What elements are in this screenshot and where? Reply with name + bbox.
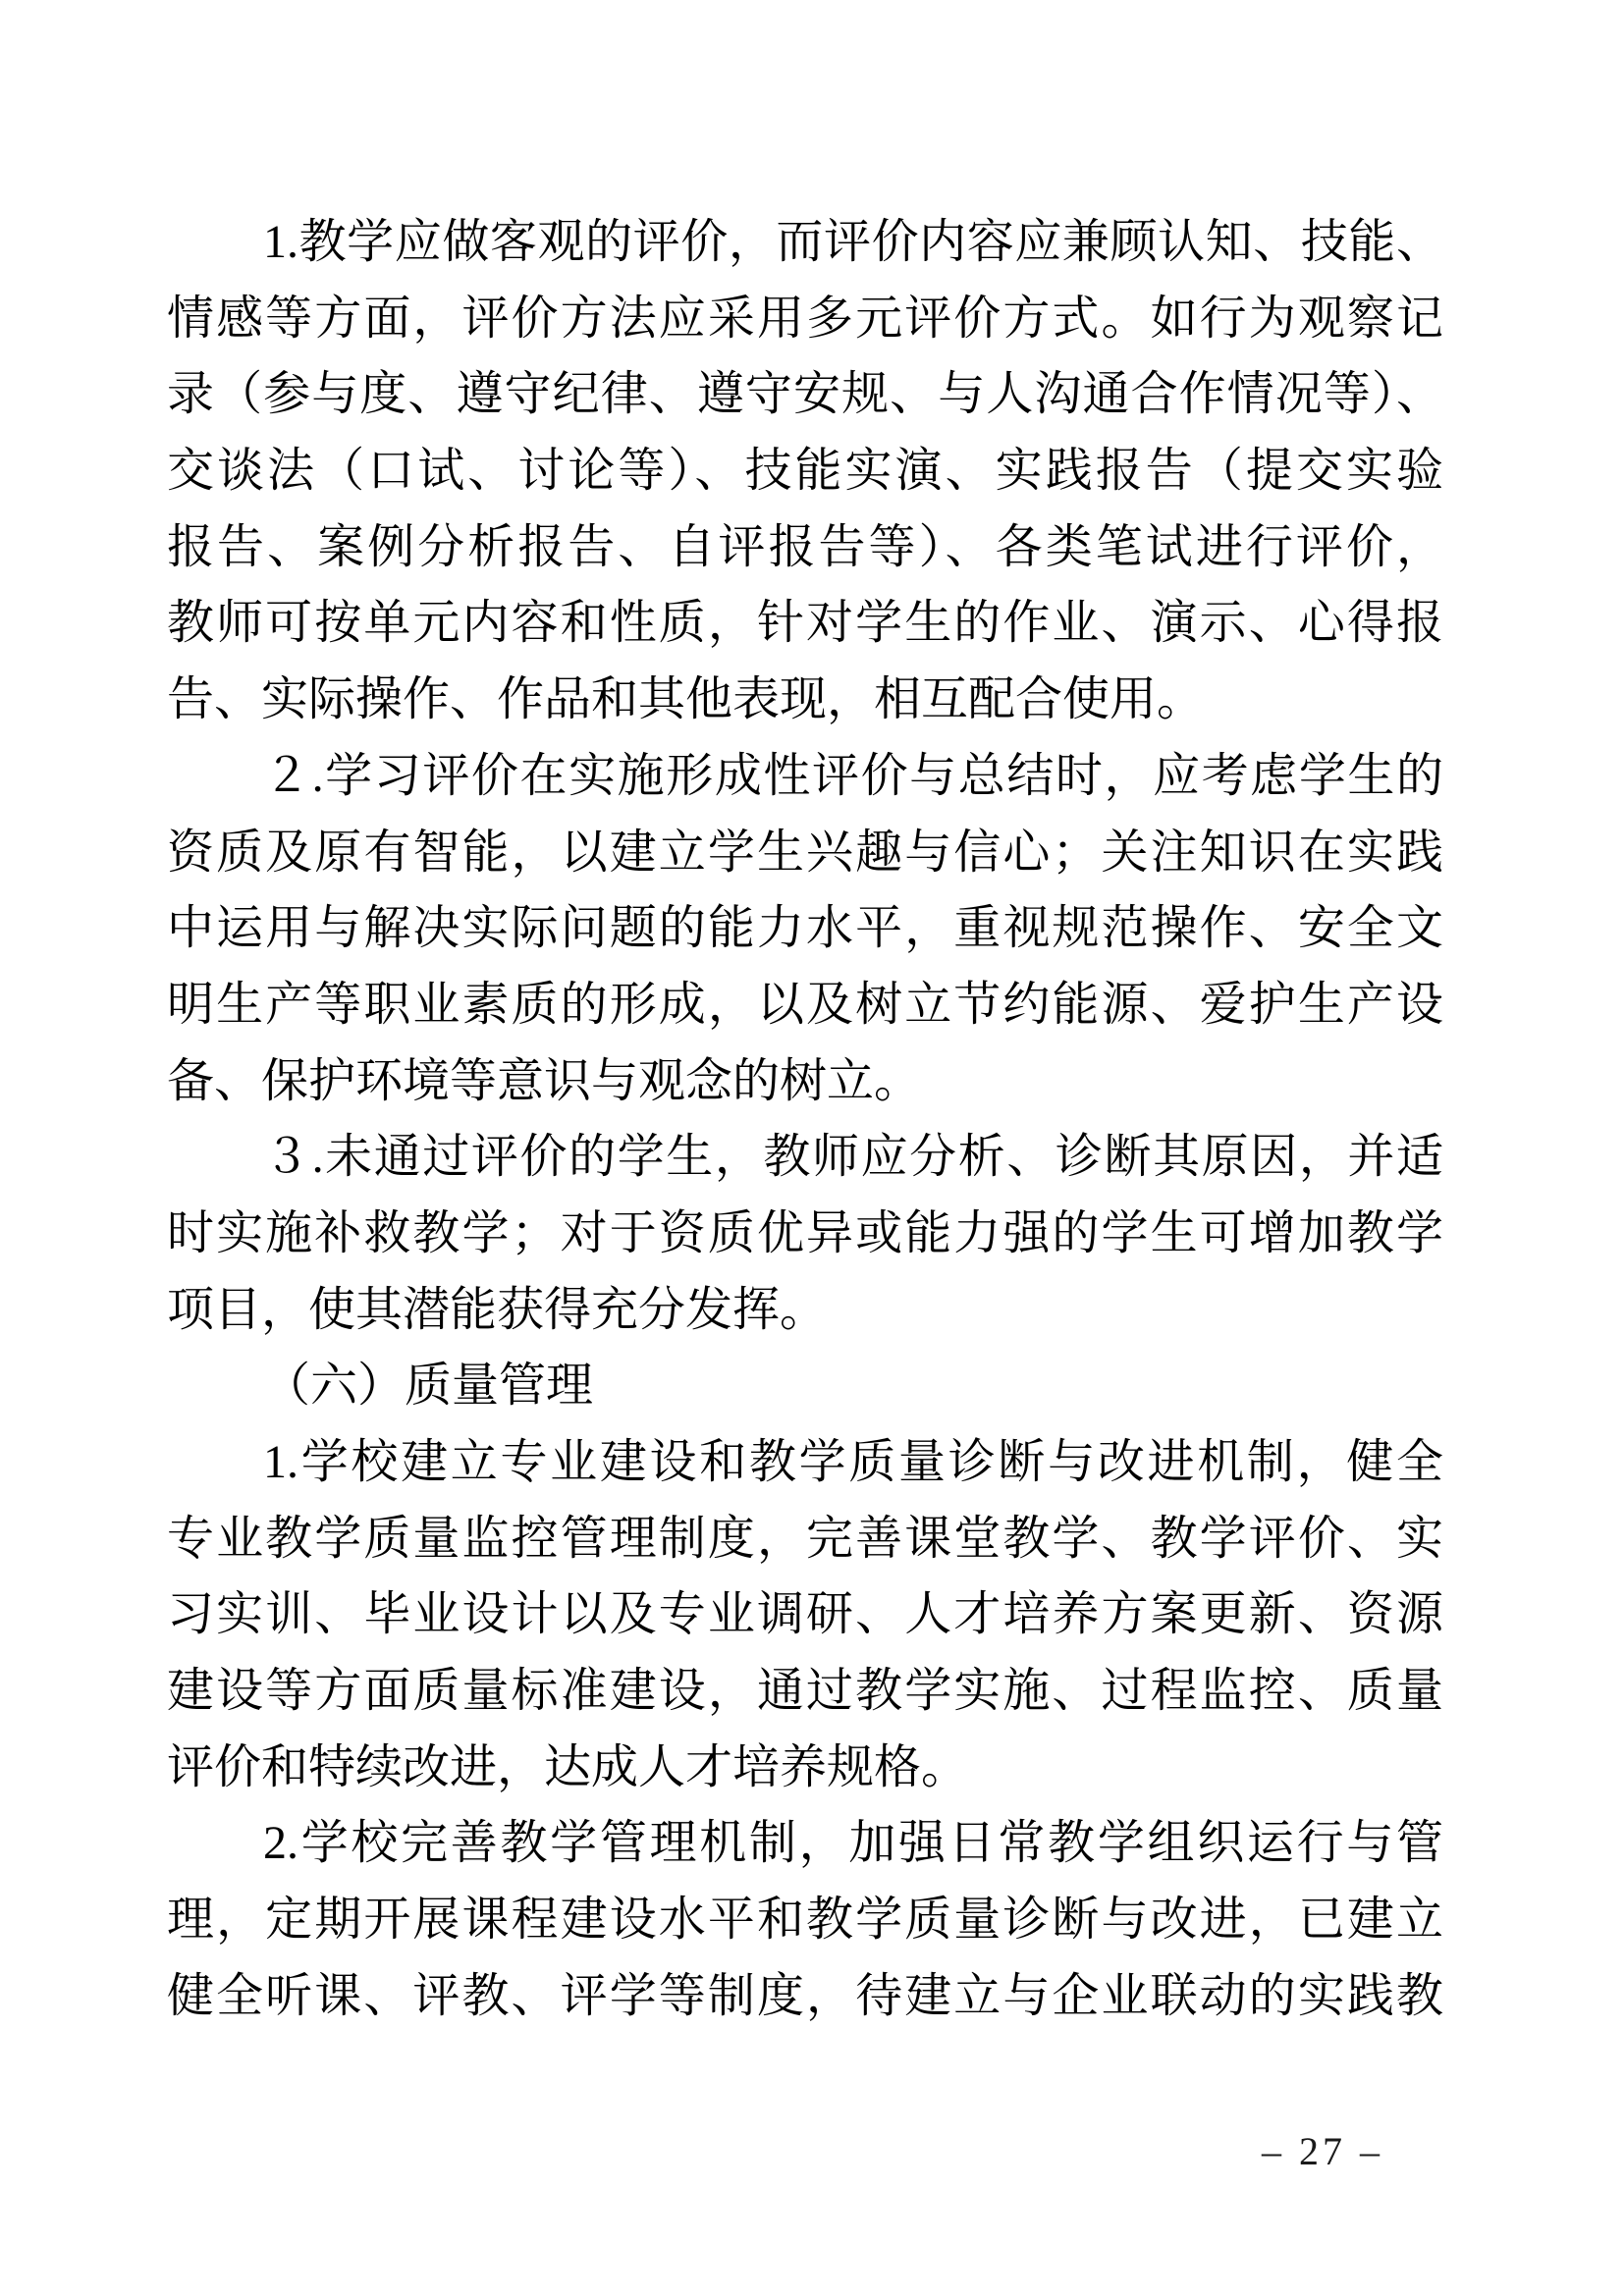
page-number: – 27 –: [1262, 2129, 1383, 2173]
body-text: [167, 204, 1443, 2035]
text-line: ２.学习评价在实施形成性评价与总结时，应考虑学生的: [263, 749, 1443, 802]
text-line: 备、保护环境等意识与观念的树立。: [167, 1054, 922, 1107]
text-line: 时实施补救教学；对于资质优异或能力强的学生可增加教学: [167, 1206, 1443, 1259]
text-line: ３.未通过评价的学生，教师应分析、诊断其原因，并适: [263, 1131, 1443, 1184]
text-line: 报告、案例分析报告、自评报告等）、各类笔试进行评价，: [167, 520, 1443, 573]
text-line: （六）质量管理: [263, 1360, 594, 1413]
text-line: 中运用与解决实际问题的能力水平，重视规范操作、安全文: [167, 902, 1443, 955]
text-line: 专业教学质量监控管理制度，完善课堂教学、教学评价、实: [167, 1512, 1443, 1565]
text-line: 情感等方面，评价方法应采用多元评价方式。如行为观察记: [167, 292, 1443, 345]
text-line: 习实训、毕业设计以及专业调研、人才培养方案更新、资源: [167, 1588, 1443, 1641]
text-line: 理，定期开展课程建设水平和教学质量诊断与改进，已建立: [167, 1894, 1443, 1947]
text-line: 建设等方面质量标准建设，通过教学实施、过程监控、质量: [167, 1665, 1443, 1718]
text-line: 1.学校建立专业建设和教学质量诊断与改进机制，健全: [263, 1436, 1443, 1488]
text-line: 交谈法（口试、讨论等）、技能实演、实践报告（提交实验: [167, 445, 1443, 498]
text-line: 资质及原有智能，以建立学生兴趣与信心；关注知识在实践: [167, 826, 1443, 879]
text-line: 告、实际操作、作品和其他表现，相互配合使用。: [167, 673, 1205, 726]
text-line: 1.教学应做客观的评价，而评价内容应兼顾认知、技能、: [263, 216, 1443, 268]
text-line: 项目，使其潜能获得充分发挥。: [167, 1283, 828, 1336]
text-line: 明生产等职业素质的形成，以及树立节约能源、爱护生产设: [167, 978, 1443, 1031]
text-line: 健全听课、评教、评学等制度，待建立与企业联动的实践教: [167, 1969, 1443, 2022]
text-line: 教师可按单元内容和性质，针对学生的作业、演示、心得报: [167, 597, 1443, 650]
text-line: 评价和特续改进，达成人才培养规格。: [167, 1740, 969, 1793]
text-line: 录（参与度、遵守纪律、遵守安规、与人沟通合作情况等）、: [167, 368, 1443, 421]
text-line: 2.学校完善教学管理机制，加强日常教学组织运行与管: [263, 1817, 1443, 1870]
